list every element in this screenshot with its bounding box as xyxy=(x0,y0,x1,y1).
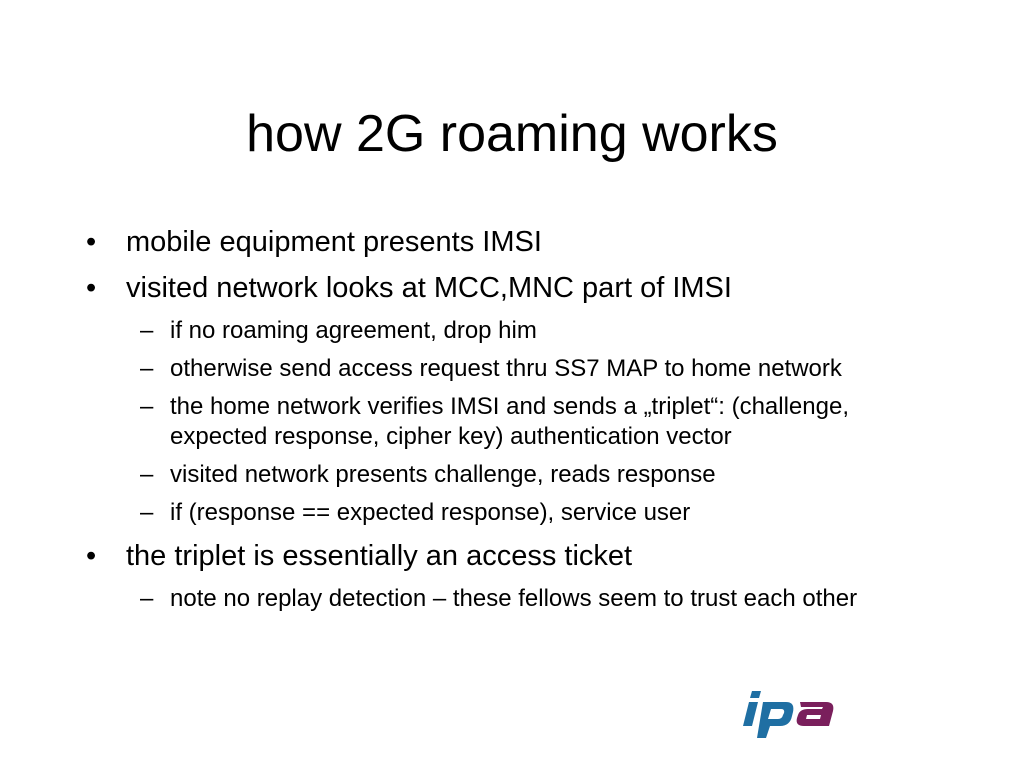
bullet-text: mobile equipment presents IMSI xyxy=(126,226,542,258)
bullet-item xyxy=(84,270,924,306)
sub-bullet-item xyxy=(84,354,924,384)
bullet-text: visited network looks at MCC,MNC part of IMSI xyxy=(126,272,732,304)
bullet-list xyxy=(84,224,924,624)
dash-icon: – xyxy=(140,499,154,526)
sub-bullet-item xyxy=(84,392,924,452)
dash-icon: – xyxy=(140,585,154,612)
bullet-icon: • xyxy=(86,540,97,572)
sub-bullet-text: visited network presents challenge, reads response xyxy=(170,461,716,488)
dash-icon: – xyxy=(140,461,154,488)
sub-bullet-list xyxy=(84,316,924,528)
sub-bullet-text: otherwise send access request thru SS7 MAP to home network xyxy=(170,355,842,382)
logo-i-glyph xyxy=(743,691,761,726)
sub-bullet-text: if (response == expected response), service user xyxy=(170,499,691,526)
bullet-item xyxy=(84,224,924,260)
sub-bullet-item xyxy=(84,460,924,490)
sub-bullet-item xyxy=(84,316,924,346)
bullet-icon: • xyxy=(86,226,97,258)
sub-bullet-text: if no roaming agreement, drop him xyxy=(170,317,537,344)
bullet-text: the triplet is essentially an access ticket xyxy=(126,540,633,572)
logo-p-glyph xyxy=(757,702,793,738)
bullet-icon: • xyxy=(86,272,97,304)
dash-icon: – xyxy=(140,393,154,420)
bullet-item xyxy=(84,538,924,574)
slide-title: how 2G roaming works xyxy=(246,105,778,163)
ipa-logo xyxy=(740,686,840,738)
sub-bullet-text: the home network verifies IMSI and sends a „triplet“: (challenge, expected response, cipher key) authentication vector xyxy=(170,393,849,450)
sub-bullet-item xyxy=(84,584,924,614)
logo-a-glyph xyxy=(797,702,834,726)
sub-bullet-text: note no replay detection – these fellows seem to trust each other xyxy=(170,585,858,612)
sub-bullet-list xyxy=(84,584,924,614)
dash-icon: – xyxy=(140,355,154,382)
sub-bullet-item xyxy=(84,498,924,528)
dash-icon: – xyxy=(140,317,154,344)
